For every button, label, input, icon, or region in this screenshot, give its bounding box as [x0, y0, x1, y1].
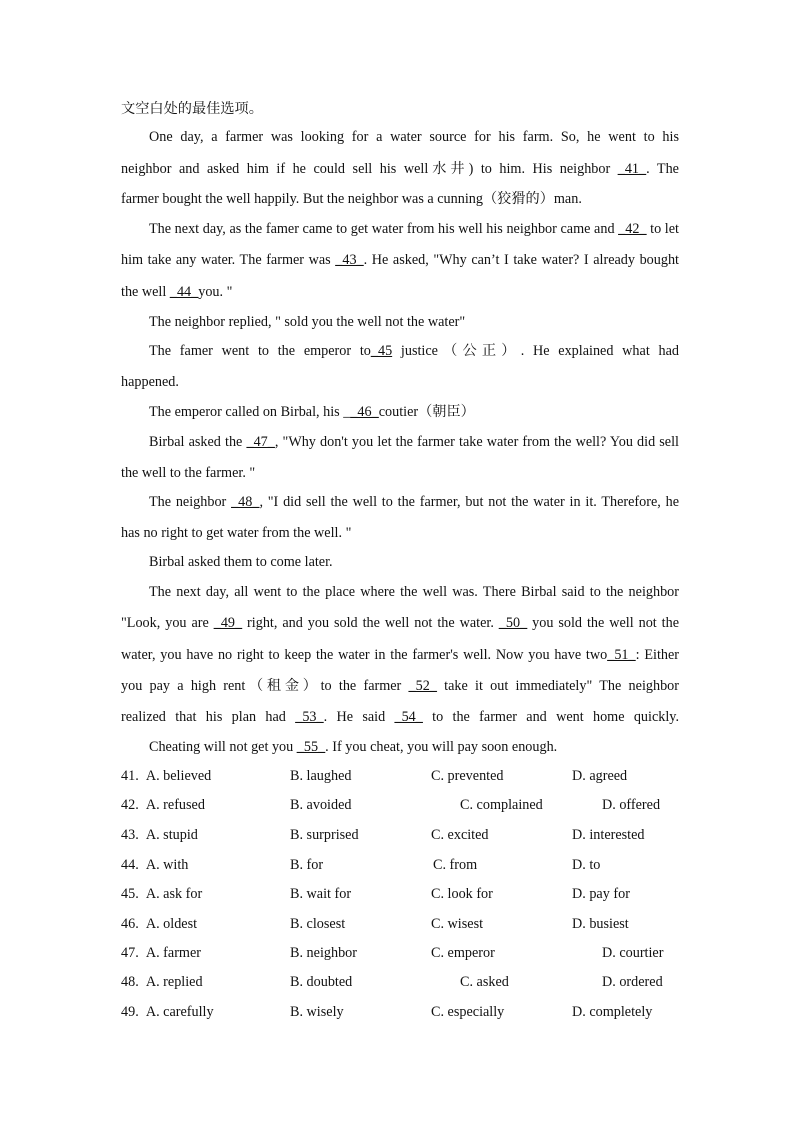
- blank-46: _46_: [350, 404, 379, 420]
- passage-line: [149, 552, 679, 572]
- option-d: D. pay for: [572, 886, 630, 902]
- passage-text: water, you have no right to keep the water in the farmer's well. Now you have two: [121, 647, 608, 663]
- option-d: D. to: [572, 857, 601, 873]
- option-d: D. completely: [572, 1004, 653, 1020]
- instruction-text: 文空白处的最佳选项。: [121, 101, 263, 117]
- option-c: C. from: [433, 857, 478, 873]
- question-49: [121, 1002, 721, 1022]
- passage-line: [121, 613, 679, 633]
- passage-text: The next day, all went to the place where the well was. There Birbal said to the neighbor: [149, 584, 679, 600]
- question-option: [121, 972, 203, 992]
- passage-text: neighbor and asked him if he could sell his well水井) to him. His neighbor: [121, 161, 618, 177]
- passage-text: Birbal asked the: [149, 434, 247, 450]
- passage-text: The neighbor replied, " sold you the well not the water": [149, 314, 466, 330]
- passage-line: [121, 523, 679, 543]
- option-d: D. ordered: [602, 974, 663, 990]
- question-42: [121, 795, 721, 815]
- passage-text: The neighbor: [149, 494, 232, 510]
- passage-text: , "Why don't you let the farmer take water from the well? You did sell: [274, 434, 679, 450]
- passage-text: : Either: [635, 647, 680, 663]
- blank-55: _55_: [296, 739, 326, 755]
- question-46: [121, 914, 721, 934]
- option-d: D. agreed: [572, 768, 628, 784]
- passage-text: "Look, you are: [121, 615, 214, 631]
- option-b: B. avoided: [290, 797, 352, 813]
- passage-text: One day, a farmer was looking for a water source for his farm. So, he went to his: [149, 129, 679, 145]
- option-c: C. complained: [460, 797, 543, 813]
- question-number: 41.: [121, 768, 139, 784]
- question-option: [121, 914, 197, 934]
- passage-text: the well: [121, 284, 170, 300]
- passage-text: you sold the well not the: [527, 615, 680, 631]
- passage-line: [149, 432, 679, 452]
- passage-line: [121, 282, 679, 302]
- passage-line: [149, 127, 679, 147]
- passage-line: [121, 189, 679, 209]
- blank-42: _42_: [618, 221, 647, 237]
- blank-54: _54_: [394, 709, 423, 725]
- option-d: D. offered: [602, 797, 661, 813]
- option-b: B. doubted: [290, 974, 353, 990]
- passage-text: the well to the farmer. ": [121, 465, 256, 481]
- option-d: D. courtier: [602, 945, 664, 961]
- option-c: C. look for: [431, 886, 493, 902]
- question-number: 45.: [121, 886, 139, 902]
- option-c: C. excited: [431, 827, 489, 843]
- passage-line: [121, 645, 679, 665]
- option-a: A. refused: [145, 797, 205, 813]
- passage-text: you pay a high rent（租金）to the farmer: [121, 678, 409, 694]
- question-option: [121, 766, 211, 786]
- question-43: [121, 825, 721, 845]
- passage-text: The emperor called on Birbal, his _: [149, 404, 351, 420]
- question-number: 49.: [121, 1004, 139, 1020]
- option-b: B. wisely: [290, 1004, 344, 1020]
- question-48: [121, 972, 721, 992]
- blank-44: _44_: [169, 284, 199, 300]
- passage-line: [149, 312, 679, 332]
- question-number: 43.: [121, 827, 139, 843]
- passage-text: The next day, as the famer came to get water from his well his neighbor came and: [149, 221, 619, 237]
- passage-line: [121, 159, 679, 179]
- passage-text: has no right to get water from the well. ": [121, 525, 352, 541]
- passage-text: justice（公正）. He explained what had: [392, 343, 679, 359]
- question-number: 46.: [121, 916, 139, 932]
- passage-text: coutier（朝臣）: [378, 404, 475, 420]
- passage-text: . He said: [323, 709, 395, 725]
- blank-51: _51_: [607, 647, 636, 663]
- passage-text: Birbal asked them to come later.: [149, 554, 333, 570]
- blank-53: _53_: [295, 709, 324, 725]
- blank-50: _50_: [498, 615, 528, 631]
- option-c: C. especially: [431, 1004, 505, 1020]
- blank-49: _49_: [213, 615, 243, 631]
- question-41: [121, 766, 721, 786]
- question-45: [121, 884, 721, 904]
- question-number: 47.: [121, 945, 139, 961]
- passage-line: [149, 219, 679, 239]
- option-c: C. emperor: [431, 945, 495, 961]
- option-b: B. surprised: [290, 827, 359, 843]
- question-44: [121, 855, 721, 875]
- passage-text: him take any water. The farmer was: [121, 252, 336, 268]
- passage-line: [121, 463, 679, 483]
- passage-line: [149, 492, 679, 512]
- option-a: A. farmer: [145, 945, 201, 961]
- passage-line: [121, 372, 679, 392]
- option-a: A. stupid: [145, 827, 198, 843]
- passage-text: . He asked, "Why can’t I take water? I already bought: [363, 252, 679, 268]
- question-option: [121, 1002, 214, 1022]
- passage-text: farmer bought the well happily. But the neighbor was a cunning（狡猾的）man.: [121, 191, 582, 207]
- passage-line: [121, 676, 679, 696]
- blank-47: _47_: [246, 434, 275, 450]
- blank-48: _48_: [231, 494, 260, 510]
- option-d: D. busiest: [572, 916, 629, 932]
- passage-text: take it out immediately" The neighbor: [436, 678, 679, 694]
- question-option: [121, 855, 188, 875]
- option-b: B. neighbor: [290, 945, 357, 961]
- passage-text: right, and you sold the well not the water.: [242, 615, 499, 631]
- question-47: [121, 943, 721, 963]
- passage-text: you. ": [198, 284, 233, 300]
- question-number: 44.: [121, 857, 139, 873]
- passage-text: . The: [646, 161, 679, 177]
- option-a: A. carefully: [145, 1004, 214, 1020]
- option-a: A. oldest: [145, 916, 198, 932]
- passage-line: [149, 402, 679, 422]
- passage-line: [149, 341, 679, 361]
- option-c: C. wisest: [431, 916, 484, 932]
- option-b: B. for: [290, 857, 324, 873]
- passage-line: [149, 582, 679, 602]
- option-a: A. believed: [145, 768, 212, 784]
- option-a: A. with: [145, 857, 189, 873]
- passage-text: to the farmer and went home quickly.: [422, 709, 679, 725]
- passage-line: [121, 250, 679, 270]
- passage-text: . If you cheat, you will pay soon enough.: [325, 739, 558, 755]
- passage-text: The famer went to the emperor to: [149, 343, 371, 359]
- option-c: C. prevented: [431, 768, 504, 784]
- question-number: 42.: [121, 797, 139, 813]
- option-a: A. replied: [145, 974, 203, 990]
- passage-text: to let: [646, 221, 679, 237]
- passage-line: [121, 707, 679, 727]
- blank-45: _45: [370, 343, 393, 359]
- question-option: [121, 943, 201, 963]
- blank-52: _52_: [408, 678, 437, 694]
- passage-line: [149, 737, 679, 757]
- option-a: A. ask for: [145, 886, 203, 902]
- question-option: [121, 825, 198, 845]
- question-option: [121, 884, 202, 904]
- question-option: [121, 795, 205, 815]
- passage-text: Cheating will not get you: [149, 739, 297, 755]
- question-number: 48.: [121, 974, 139, 990]
- option-b: B. wait for: [290, 886, 352, 902]
- passage-text: realized that his plan had: [121, 709, 296, 725]
- option-b: B. laughed: [290, 768, 352, 784]
- passage-text: happened.: [121, 374, 179, 390]
- option-c: C. asked: [460, 974, 509, 990]
- blank-43: _43_: [335, 252, 364, 268]
- option-b: B. closest: [290, 916, 346, 932]
- passage-text: , "I did sell the well to the farmer, but not the water in it. Therefore, he: [259, 494, 679, 510]
- blank-41: _41_: [617, 161, 647, 177]
- option-d: D. interested: [572, 827, 645, 843]
